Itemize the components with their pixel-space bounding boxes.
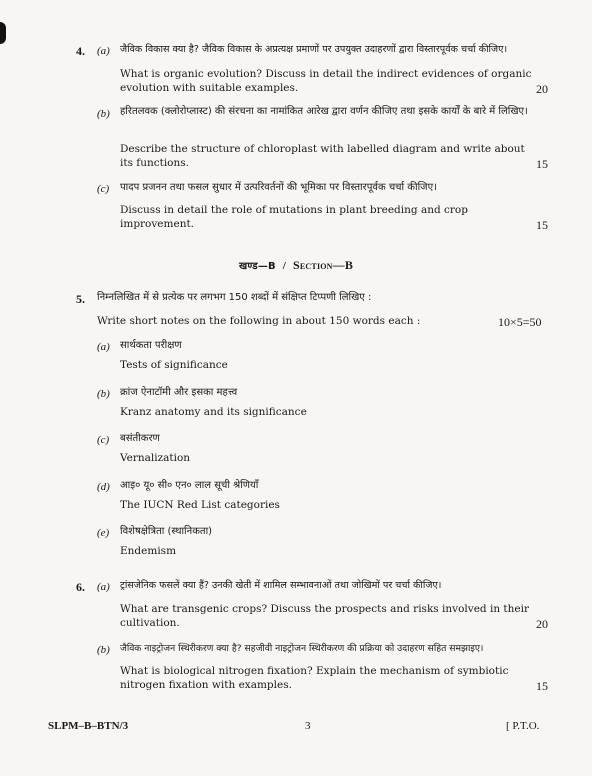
section-b-heading [0,258,592,275]
q4b-label: (b) [97,108,110,120]
q4a-hindi: जैविक विकास क्या है? जैविक विकास के अप्रत्यक्ष प्रमाणों पर उपयुक्त उदाहरणों द्वारा विस्तारपूर्वक चर्चा कीजिए। [120,44,508,55]
section-heading-hindi: खण्ड—B [238,261,276,272]
paper-code: SLPM–B–BTN/3 [48,720,129,732]
q6b-marks: 15 [536,679,548,693]
q5-hindi: निम्नलिखित में से प्रत्येक पर लगभग 150 शब्दों में संक्षिप्त टिप्पणी लिखिए : [97,292,372,303]
q4a-english: What is organic evolution? Discuss in detail the indirect evidences of organic evolution with suitable examples. [120,68,532,94]
q5e-label: (e) [97,527,110,539]
section-heading-english: Section—B [293,258,354,272]
question-4-number: 4. [76,44,85,58]
q6a-english: What are transgenic crops? Discuss the prospects and risks involved in their cultivation. [120,603,529,629]
q5c-hindi: बसंतीकरण [120,433,160,444]
q6b-english: What is biological nitrogen fixation? Explain the mechanism of symbiotic nitrogen fixation with examples. [120,665,509,691]
q5a-label: (a) [97,341,110,353]
q5c-label: (c) [97,434,110,446]
q4b-marks: 15 [536,157,548,171]
q4c-hindi: पादप प्रजनन तथा फसल सुधार में उत्परिवर्तनों की भूमिका पर विस्तारपूर्वक चर्चा कीजिए। [120,182,437,193]
q5b-hindi: क्रांज ऐनाटॉमी और इसका महत्त्व [120,387,238,398]
pto-note: [ P.T.O. [506,720,540,732]
q5a-hindi: सार्थकता परीक्षण [120,340,182,351]
section-heading-separator: / [282,260,287,272]
q4c-marks: 15 [536,218,548,232]
q4b-english: Describe the structure of chloroplast with labelled diagram and write about its functions. [120,143,525,169]
q4c-english: Discuss in detail the role of mutations in plant breeding and crop improvement. [120,204,468,230]
q6a-hindi: ट्रांसजेनिक फसलें क्या हैं? उनकी खेती में शामिल सम्भावनाओं तथा जोखिमों पर चर्चा कीजिए। [120,580,442,591]
q5c-english: Vernalization [120,452,191,464]
q6b-hindi: जैविक नाइट्रोजन स्थिरीकरण क्या है? सहजीवी नाइट्रोजन स्थिरीकरण की प्रक्रिया को उदाहरण सहित समझाइए। [120,643,484,654]
q4c-label: (c) [97,183,110,195]
question-6-number: 6. [76,580,85,594]
q5e-hindi: विशेषक्षेत्रिता (स्थानिकता) [120,526,213,537]
q4a-marks: 20 [536,82,548,96]
q5b-english: Kranz anatomy and its significance [120,406,307,418]
q5-english: Write short notes on the following in about 150 words each : [97,315,421,327]
q4a-label: (a) [97,45,110,57]
q4b-hindi: हरितलवक (क्लोरोप्लास्ट) की संरचना का नामांकित आरेख द्वारा वर्णन कीजिए तथा इसके कार्यों के बारे में लिखिए। [120,106,528,117]
q5d-english: The IUCN Red List categories [120,499,280,511]
page-number: 3 [305,720,311,732]
q5d-hindi: आइ० यू० सी० एन० लाल सूची श्रेणियाँ [120,480,259,491]
q5e-english: Endemism [120,545,177,557]
q6b-label: (b) [97,644,110,656]
q6a-label: (a) [97,581,110,593]
q5-marks: 10×5=50 [498,315,542,329]
q5b-label: (b) [97,388,110,400]
q6a-marks: 20 [536,617,548,631]
question-5-number: 5. [76,292,85,306]
q5a-english: Tests of significance [120,359,228,371]
binder-hole-mark [0,22,6,44]
q5d-label: (d) [97,481,110,493]
